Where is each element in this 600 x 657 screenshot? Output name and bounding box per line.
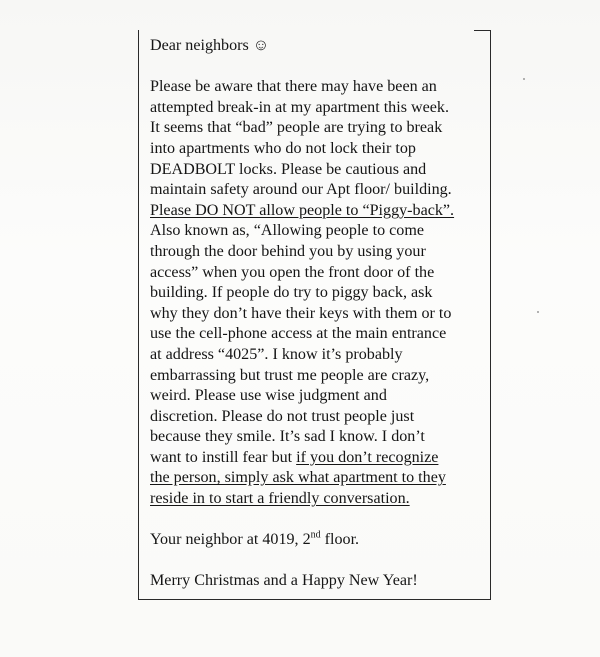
body-line: at address “4025”. I know it’s probably <box>150 345 403 363</box>
left-border-line <box>138 30 139 600</box>
body-line: Also known as, “Allowing people to come <box>150 222 424 240</box>
body-line: embarrassing but trust me people are crazy, <box>150 366 430 384</box>
body-text-underlined: if you don’t recognize <box>296 448 439 466</box>
body-line: It seems that “bad” people are trying to break <box>150 119 443 137</box>
signature <box>150 530 495 551</box>
body-line: maintain safety around our Apt floor/ building. <box>150 181 452 199</box>
body-line: why they don’t have their keys with them or to <box>150 304 452 322</box>
body-line: discretion. Please do not trust people just <box>150 407 415 425</box>
signature-end: floor. <box>320 531 360 549</box>
paragraph-gap <box>150 551 495 572</box>
paper-speck <box>537 311 539 313</box>
closing: Merry Christmas and a Happy New Year! <box>150 572 418 590</box>
letter-text <box>150 36 495 592</box>
body-line: use the cell-phone access at the main entrance <box>150 325 447 343</box>
greeting: Dear neighbors ☺ <box>150 37 270 54</box>
body-line-mixed <box>150 448 495 469</box>
body-line: building. If people do try to piggy back, ask <box>150 284 433 302</box>
body-line: weird. Please use wise judgment and <box>150 387 387 405</box>
paragraph-gap <box>150 57 495 78</box>
top-border-tick <box>474 30 491 31</box>
body-line: DEADBOLT locks. Please be cautious and <box>150 160 427 178</box>
body-line: attempted break-in at my apartment this week. <box>150 98 449 116</box>
underlined-line: the person, simply ask what apartment to they <box>150 469 446 487</box>
body-line: Please be aware that there may have been an <box>150 78 437 96</box>
body-line: through the door behind you by using your <box>150 242 426 260</box>
body-line: because they smile. It’s sad I know. I don’t <box>150 428 425 446</box>
bottom-border-line <box>138 599 491 600</box>
paper-speck <box>523 78 525 80</box>
signature-superscript: nd <box>310 529 321 541</box>
underlined-line: reside in to start a friendly conversation. <box>150 490 410 508</box>
body-text-plain: want to instill fear but <box>150 448 297 466</box>
paragraph-gap <box>150 510 495 531</box>
signature-text: Your neighbor at 4019, 2 <box>150 531 311 549</box>
body-line: into apartments who do not lock their top <box>150 139 416 157</box>
body-line: access” when you open the front door of the <box>150 263 435 281</box>
piggyback-warning: Please DO NOT allow people to “Piggy-back”. <box>150 201 455 219</box>
